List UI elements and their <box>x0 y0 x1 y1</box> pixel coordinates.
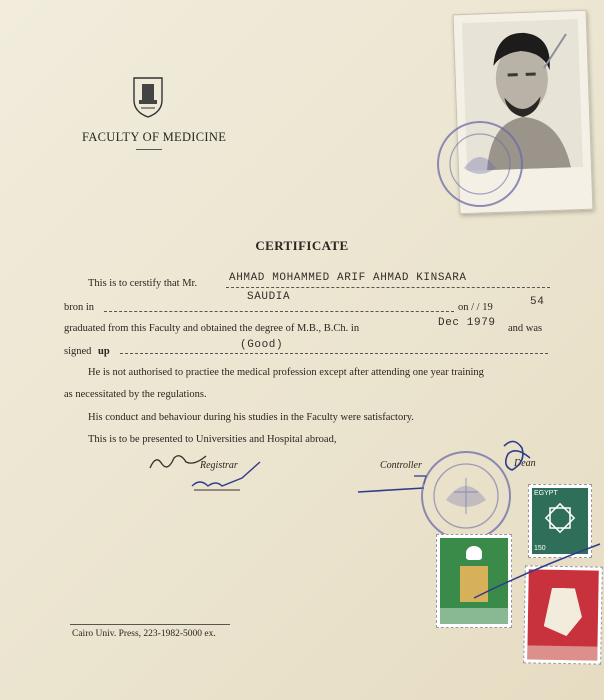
faculty-heading: FACULTY OF MEDICINE <box>82 130 227 144</box>
graduation-date: Dec 1979 <box>438 317 496 329</box>
heading-underline <box>136 149 162 150</box>
certificate-title: CERTIFICATE <box>255 238 349 253</box>
registrar-label: Registrar <box>200 460 238 471</box>
and-was-text: and was <box>508 323 543 334</box>
controller-label: Controller <box>380 460 422 471</box>
born-label: bron in <box>64 302 95 313</box>
photo-seal-stamp-icon <box>434 118 526 210</box>
grade-dotted-line <box>120 353 548 354</box>
birthplace-value: SAUDIA <box>247 291 291 303</box>
birthplace-dotted-line <box>104 311 454 312</box>
birth-year-suffix: 54 <box>530 296 545 308</box>
star-ornament-icon <box>544 502 576 534</box>
dean-label: Dean <box>514 458 536 469</box>
authorisation-text-line1: He is not authorised to practiee the medical profession except after attending one year training <box>88 367 484 378</box>
birth-date-label: on / / 19 <box>458 302 493 313</box>
signed-label: signed <box>64 346 92 357</box>
footer-rule <box>70 624 230 625</box>
signed-abbrev: up <box>98 346 110 357</box>
authorisation-text-line2: as necessitated by the regulations. <box>64 389 207 400</box>
graduated-text: graduated from this Faculty and obtained the degree of M.B., B.Ch. in <box>64 323 360 334</box>
press-footer: Cairo Univ. Press, 223-1982-5000 ex. <box>72 629 216 639</box>
staple-mark-icon <box>540 30 570 70</box>
egypt-stamp-label: EGYPT <box>534 490 558 497</box>
stamp-cancellation-stroke-icon <box>470 540 604 600</box>
graduate-name: AHMAD MOHAMMED ARIF AHMAD KINSARA <box>229 272 467 284</box>
university-crest-icon <box>131 74 165 120</box>
official-seal-stamp-icon <box>418 448 514 544</box>
presentation-text: This is to be presented to Universities and Hospital abroad, <box>88 434 337 445</box>
registrar-second-signature-icon <box>186 456 266 494</box>
grade-value: (Good) <box>240 339 284 351</box>
conduct-text: His conduct and behaviour during his studies in the Faculty were satisfactory. <box>88 412 414 423</box>
name-dotted-line <box>226 287 550 288</box>
egypt-stamp-value: 150 <box>534 545 546 552</box>
certify-prefix: This is to cerstify that Mr. <box>88 278 198 289</box>
